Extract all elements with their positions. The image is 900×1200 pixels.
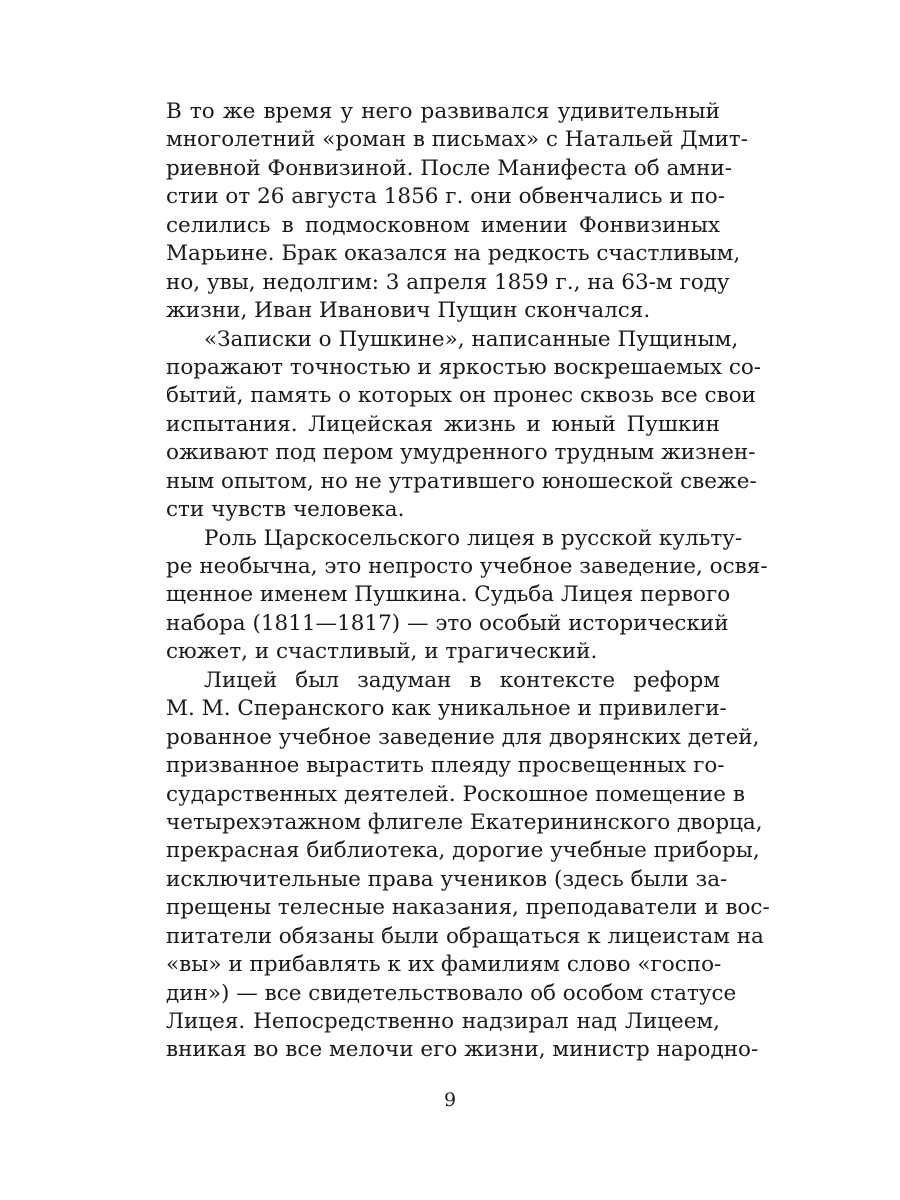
text-line: селились в подмосковном имении Фонвизиных	[166, 212, 720, 238]
text-line: четырехэтажном флигеле Екатерининского дворца,	[166, 809, 763, 835]
text-line: риевной Фонвизиной. После Манифеста об амни-	[166, 155, 733, 181]
paragraph-2	[166, 326, 762, 525]
text-line: оживают под пером умудренного трудным жизнен-	[166, 440, 756, 466]
text-line: Марьине. Брак оказался на редкость счастливым,	[166, 241, 741, 267]
text-line: испытания. Лицейская жизнь и юный Пушкин	[166, 411, 720, 437]
text-line: сюжет, и счастливый, и трагический.	[166, 639, 598, 665]
text-line: многолетний «роман в письмах» с Натальей Дмит-	[166, 127, 748, 153]
text-line: ным опытом, но не утратившего юношеской свеже-	[166, 468, 757, 494]
text-line: питатели обязаны были обращаться к лицеистам на	[166, 923, 764, 949]
text-line: рованное учебное заведение для дворянских детей,	[166, 724, 760, 750]
text-line: В то же время у него развивался удивительный	[166, 99, 720, 124]
text-line: сударственных деятелей. Роскошное помещение в	[166, 781, 745, 807]
text-line: М. М. Сперанского как уникальное и привилеги-	[166, 696, 727, 722]
text-line: вникая во все мелочи его жизни, министр народно-	[166, 1037, 759, 1063]
text-line: дин») — все свидетельствовало об особом статусе	[166, 980, 737, 1006]
page-number: 9	[443, 1089, 457, 1111]
paragraph-4	[166, 667, 770, 1065]
text-line: ре необычна, это непросто учебное заведение, освя-	[166, 554, 768, 579]
text-line: исключительные права учеников (здесь были за-	[166, 866, 728, 892]
text-line: поражают точностью и яркостью воскрешаемых со-	[166, 354, 762, 380]
text-line: бытий, память о которых он пронес сквозь все свои	[166, 383, 756, 409]
text-line: жизни, Иван Иванович Пущин скончался.	[166, 298, 651, 324]
text-line: прекрасная библиотека, дорогие учебные приборы,	[166, 838, 760, 864]
text-line: Лицея. Непосредственно надзирал над Лицеем,	[166, 1009, 720, 1034]
paragraph-3	[166, 525, 768, 667]
text-line: но, увы, недолгим: 3 апреля 1859 г., на 63-м году	[166, 269, 730, 295]
text-line: призванное вырастить плеяду просвещенных го-	[166, 753, 725, 779]
text-line: «Записки о Пушкине», написанные Пущиным,	[204, 326, 739, 352]
page-text	[166, 98, 770, 1065]
text-line: Роль Царскосельского лицея в русской культу-	[204, 525, 743, 551]
text-line: сти чувств человека.	[166, 497, 405, 523]
text-line: Лицей был задуман в контексте реформ	[204, 667, 720, 693]
paragraph-1	[166, 98, 748, 326]
text-line: прещены телесные наказания, преподаватели и вос-	[166, 895, 770, 921]
text-line: стии от 26 августа 1856 г. они обвенчались и по-	[166, 184, 725, 210]
text-line: «вы» и прибавлять к их фамилиям слово «госпо-	[166, 952, 722, 978]
text-line: щенное именем Пушкина. Судьба Лицея первого	[166, 582, 731, 608]
text-line: набора (1811—1817) — это особый исторический	[166, 610, 729, 636]
